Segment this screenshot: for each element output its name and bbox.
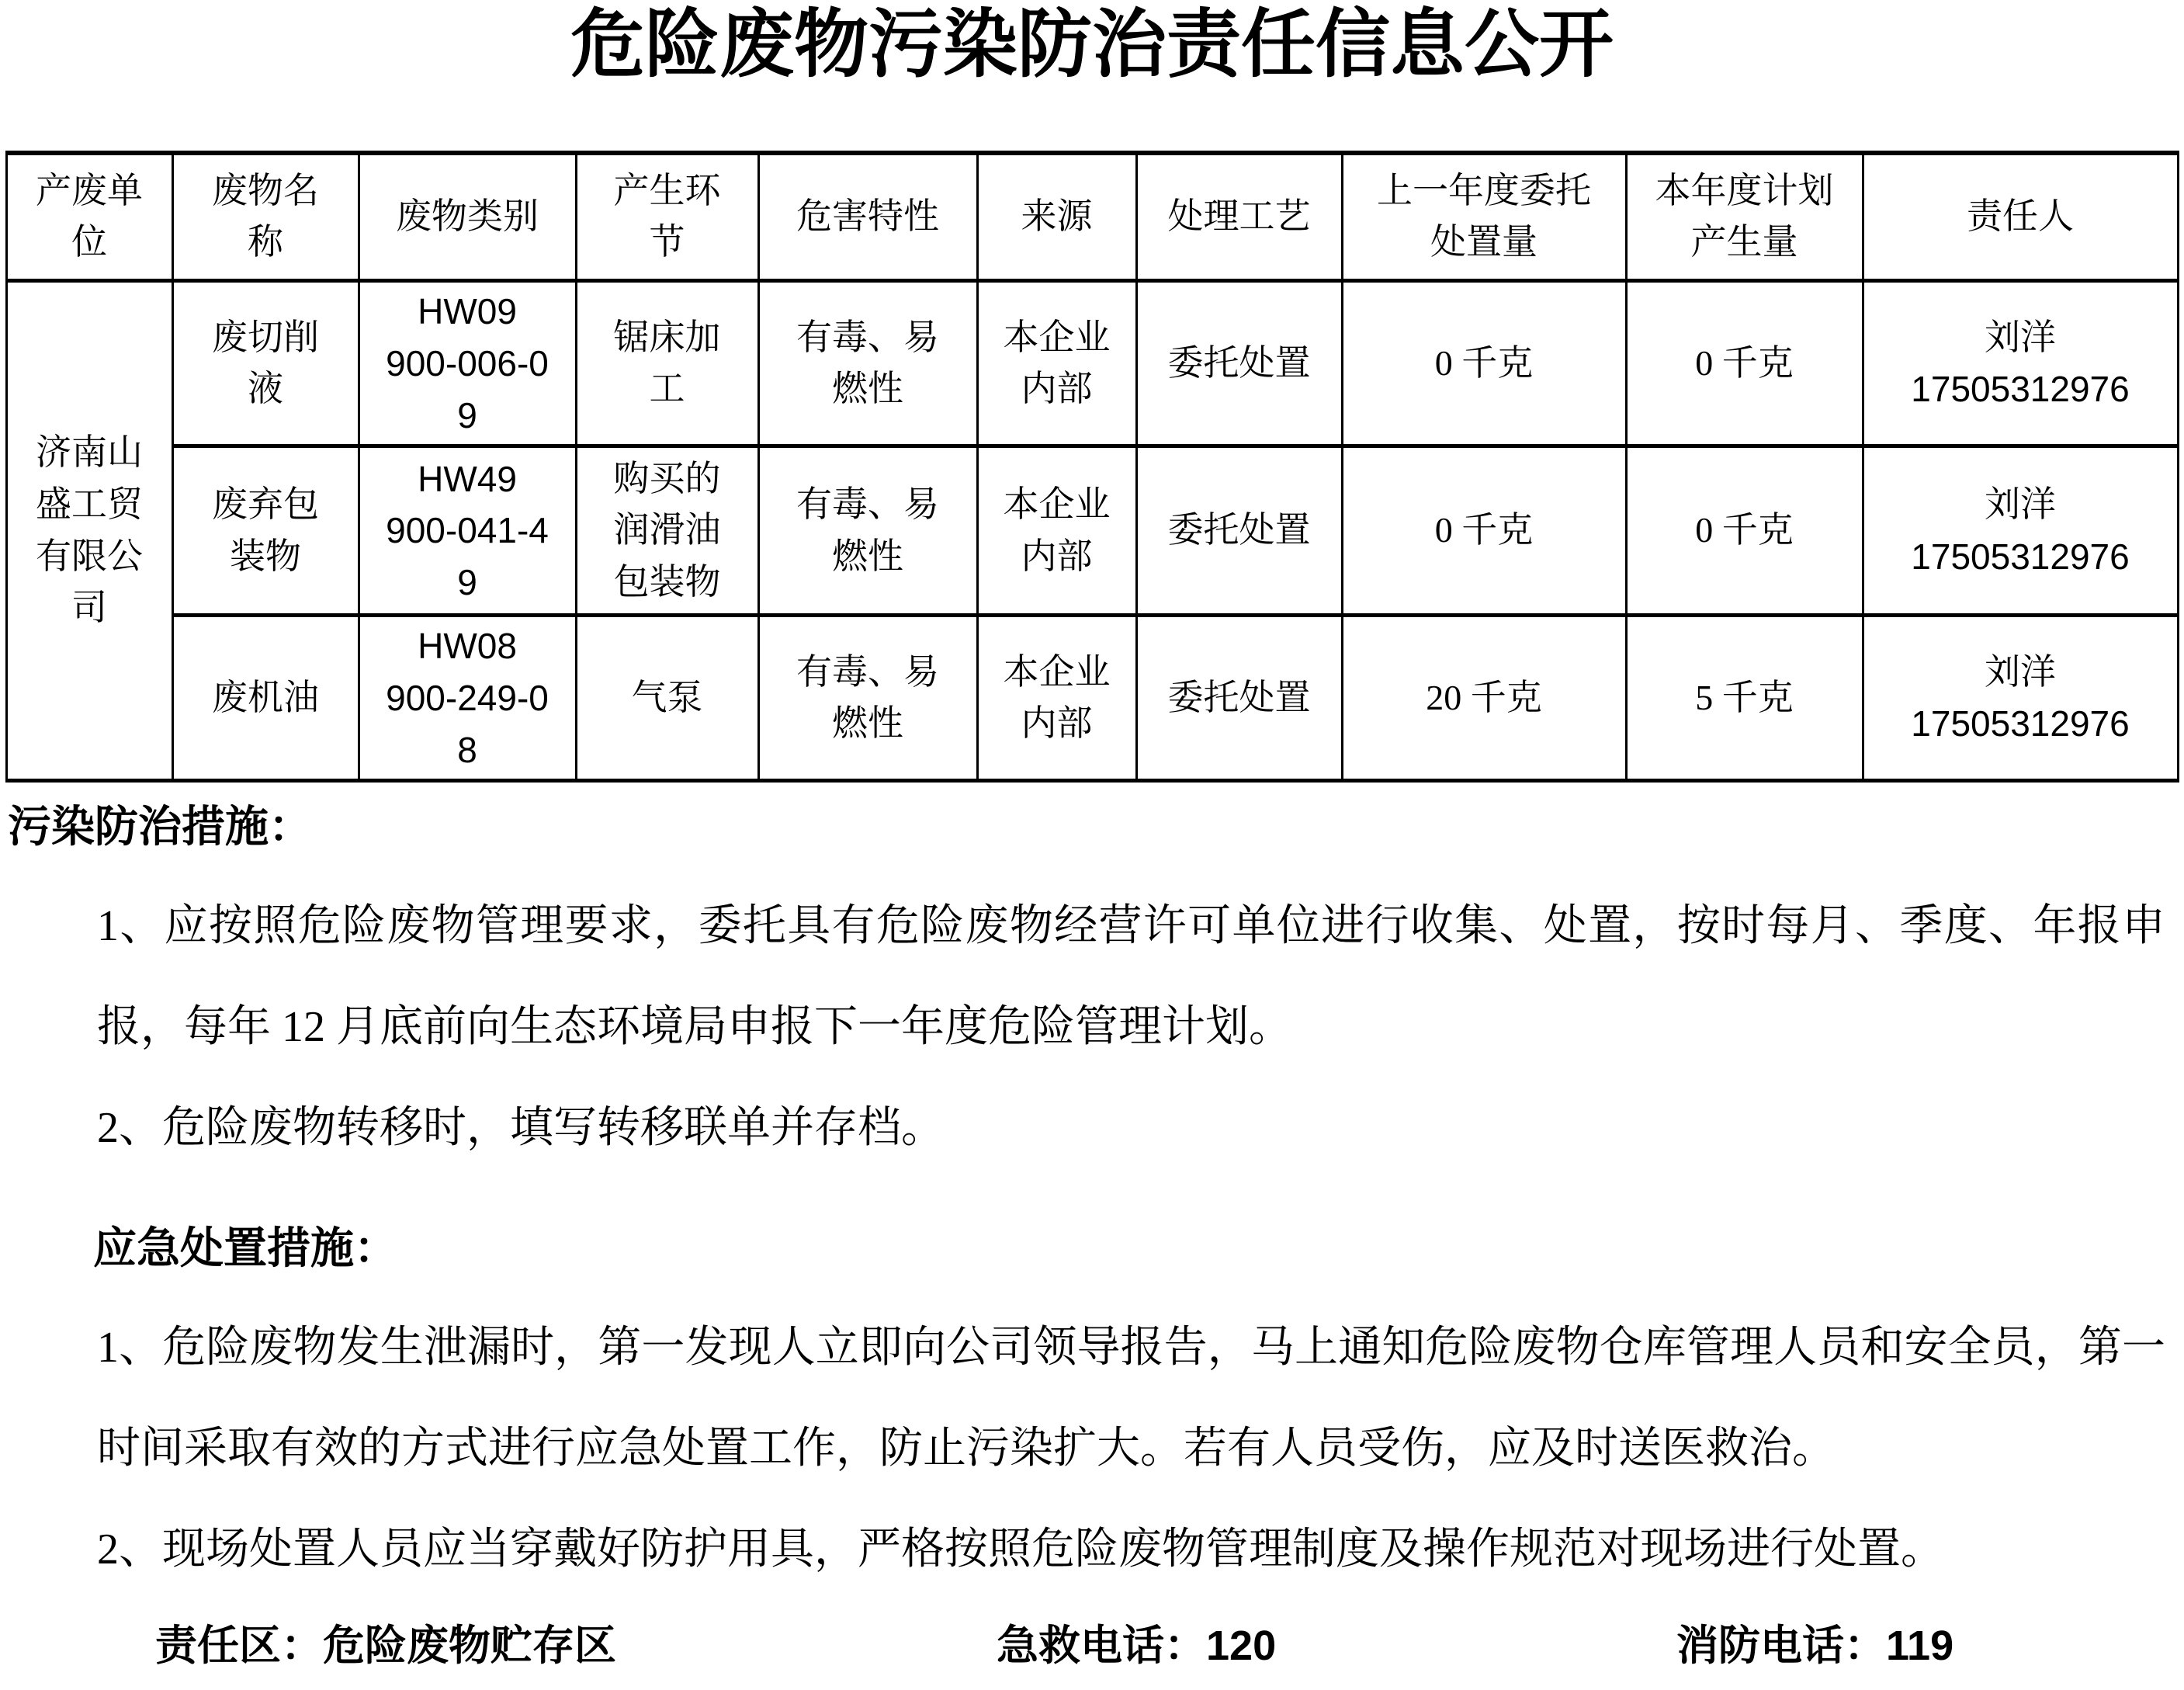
source-cell: 本企业内部 bbox=[977, 281, 1136, 446]
emergency-measures-heading: 应急处置措施： bbox=[93, 1223, 397, 1273]
responsibility-zone bbox=[155, 1612, 616, 1672]
responsible-cell bbox=[1863, 281, 2178, 446]
waste-category-cell bbox=[359, 281, 576, 446]
responsible-phone: 17505312976 bbox=[1911, 703, 2130, 744]
waste-name-cell: 废弃包装物 bbox=[172, 446, 359, 616]
header-plan-amount: 本年度计划产生量 bbox=[1626, 153, 1863, 281]
process-cell: 委托处置 bbox=[1136, 616, 1342, 781]
table-row bbox=[6, 446, 2178, 616]
header-production-stage: 产生环节 bbox=[576, 153, 758, 281]
responsible-cell bbox=[1863, 446, 2178, 616]
last-year-amount-cell: 20 千克 bbox=[1342, 616, 1626, 781]
emergency-item-1: 1、危险废物发生泄漏时，第一发现人立即向公司领导报告，马上通知危险废物仓库管理人员和安全员，第一时间采取有效的方式进行应急处置工作，防止污染扩大。若有人员受伤，应及时送医救治。 bbox=[97, 1324, 2165, 1473]
header-waste-category: 废物类别 bbox=[359, 153, 576, 281]
production-stage-cell: 购买的润滑油包装物 bbox=[576, 446, 758, 616]
responsible-cell bbox=[1863, 616, 2178, 781]
responsible-name: 刘洋 bbox=[1985, 484, 2056, 525]
plan-amount-cell: 5 千克 bbox=[1626, 616, 1863, 781]
category-code: HW08 bbox=[418, 626, 517, 667]
responsible-phone: 17505312976 bbox=[1911, 369, 2130, 410]
last-year-amount-cell: 0 千克 bbox=[1342, 281, 1626, 446]
category-code: HW09 bbox=[418, 291, 517, 332]
header-responsible: 责任人 bbox=[1863, 153, 2178, 281]
header-process: 处理工艺 bbox=[1136, 153, 1342, 281]
hazard-cell: 有毒、易燃性 bbox=[758, 281, 977, 446]
table-row bbox=[6, 281, 2178, 446]
responsible-name: 刘洋 bbox=[1985, 317, 2056, 357]
responsibility-zone-label: 责任区： bbox=[155, 1622, 323, 1670]
header-last-year-amount: 上一年度委托处置量 bbox=[1342, 153, 1626, 281]
production-stage-cell: 气泵 bbox=[576, 616, 758, 781]
responsible-name: 刘洋 bbox=[1985, 651, 2056, 692]
production-stage-cell: 锯床加工 bbox=[576, 281, 758, 446]
emergency-phone bbox=[997, 1612, 1276, 1672]
prevention-item-1: 1、应按照危险废物管理要求，委托具有危险废物经营许可单位进行收集、处置，按时每月、季度、年报申报，每年 12 月底前向生态环境局申报下一年度危险管理计划。 bbox=[97, 902, 2165, 1052]
company-cell: 济南山盛工贸有限公司 bbox=[6, 281, 172, 781]
category-number: 900-041-49 bbox=[386, 510, 549, 603]
fire-phone-label: 消防电话： bbox=[1676, 1622, 1886, 1670]
header-source: 来源 bbox=[977, 153, 1136, 281]
emergency-item-2: 2、现场处置人员应当穿戴好防护用具，严格按照危险废物管理制度及操作规范对现场进行处置。 bbox=[97, 1525, 1944, 1574]
last-year-amount-cell: 0 千克 bbox=[1342, 446, 1626, 616]
category-number: 900-006-09 bbox=[386, 342, 549, 436]
page-title: 危险废物污染防治责任信息公开 bbox=[570, 3, 1614, 86]
table-header-row bbox=[6, 153, 2178, 281]
emergency-phone-number: 120 bbox=[1206, 1622, 1277, 1670]
category-code: HW49 bbox=[418, 458, 517, 499]
fire-phone-number: 119 bbox=[1886, 1622, 1954, 1670]
plan-amount-cell: 0 千克 bbox=[1626, 281, 1863, 446]
header-waste-name: 废物名称 bbox=[172, 153, 359, 281]
prevention-measures-heading: 污染防治措施： bbox=[8, 802, 312, 852]
hazard-cell: 有毒、易燃性 bbox=[758, 616, 977, 781]
fire-phone bbox=[1676, 1612, 1953, 1672]
waste-name-cell: 废切削液 bbox=[172, 281, 359, 446]
prevention-item-2: 2、危险废物转移时，填写转移联单并存档。 bbox=[97, 1104, 945, 1153]
header-unit: 产废单位 bbox=[6, 153, 172, 281]
hazardous-waste-table bbox=[5, 151, 2179, 783]
hazard-cell: 有毒、易燃性 bbox=[758, 446, 977, 616]
body-text bbox=[0, 800, 2173, 1690]
plan-amount-cell: 0 千克 bbox=[1626, 446, 1863, 616]
waste-category-cell bbox=[359, 446, 576, 616]
responsibility-zone-value: 危险废物贮存区 bbox=[323, 1622, 616, 1670]
responsible-phone: 17505312976 bbox=[1911, 536, 2130, 577]
source-cell: 本企业内部 bbox=[977, 446, 1136, 616]
waste-name-cell: 废机油 bbox=[172, 616, 359, 781]
table-row bbox=[6, 616, 2178, 781]
process-cell: 委托处置 bbox=[1136, 446, 1342, 616]
source-cell: 本企业内部 bbox=[977, 616, 1136, 781]
footer-line bbox=[0, 1612, 2173, 1690]
process-cell: 委托处置 bbox=[1136, 281, 1342, 446]
header-hazard: 危害特性 bbox=[758, 153, 977, 281]
category-number: 900-249-08 bbox=[386, 677, 549, 770]
waste-category-cell bbox=[359, 616, 576, 781]
emergency-phone-label: 急救电话： bbox=[997, 1622, 1206, 1670]
